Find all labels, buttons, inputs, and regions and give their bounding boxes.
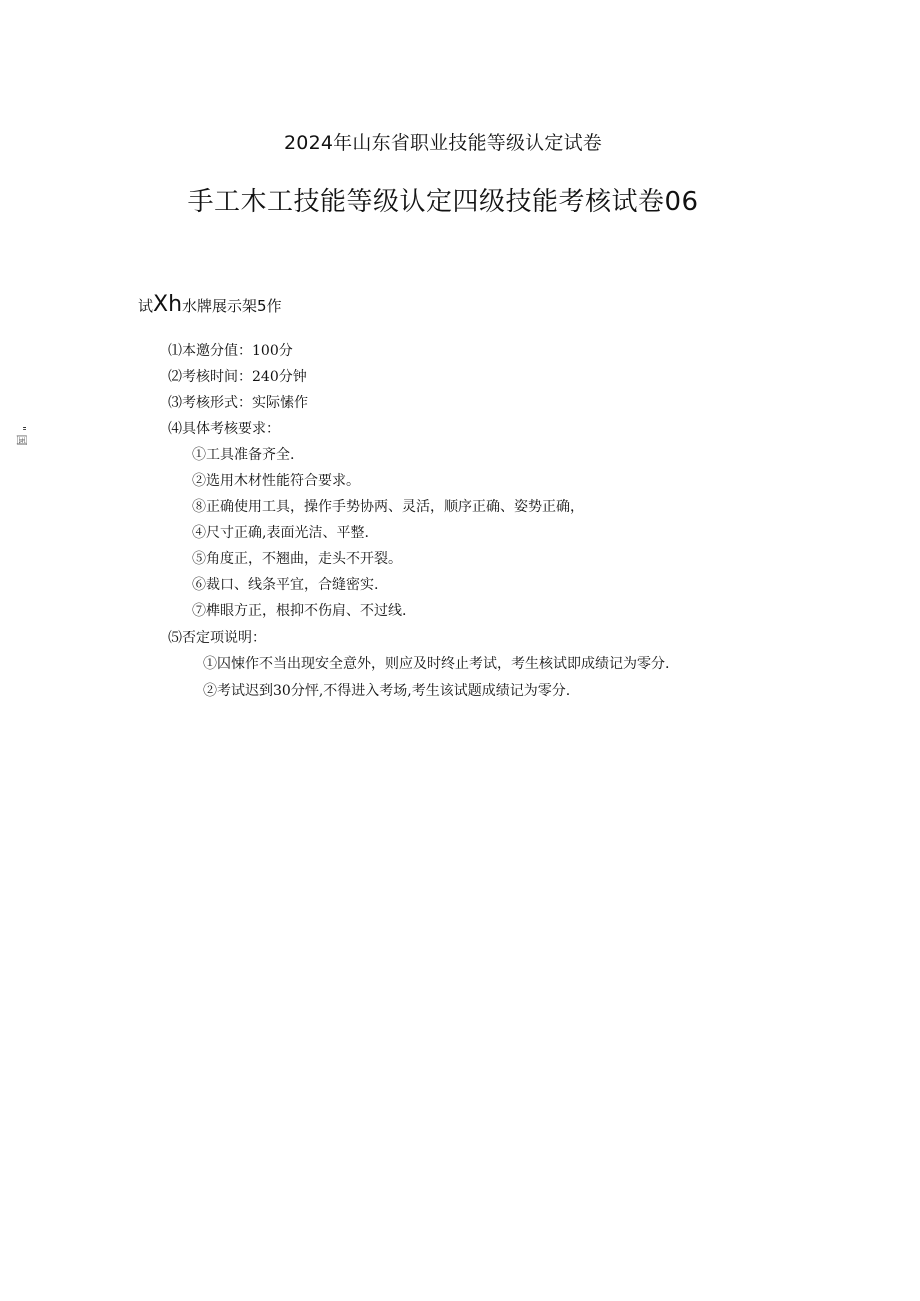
requirement-item: ⑤角度正，不翘曲，走头不开裂。 — [192, 551, 402, 567]
requirement-item: ⑥裁口、线条平宜，合缝密实. — [192, 577, 379, 593]
exam-header: 2024年山东省职业技能等级认定试卷 — [284, 132, 602, 154]
veto-item: ①囚悚作不当出现安全意外，则应及时终止考试，考生核试即成绩记为零分. — [203, 656, 670, 672]
requirement-item: ④尺寸正确,表面光洁、平整. — [192, 525, 369, 541]
section-heading-mid: Xh — [153, 292, 183, 317]
requirements-label: ⑷具体考核要求： — [168, 421, 280, 437]
veto-label: ⑸否定项说明： — [168, 630, 266, 646]
margin-mark: " 国 — [15, 426, 28, 446]
section-heading-suffix: 水牌展示架5作 — [182, 297, 282, 315]
score-line: ⑴本邀分值：100分 — [168, 343, 293, 359]
veto-item: ②考试迟到30分怦,不得进入考场,考生该试题成绩记为零分. — [203, 683, 571, 699]
time-line: ⑵考核时间：240分钟 — [168, 369, 307, 385]
section-heading — [138, 292, 282, 317]
requirement-item: ②选用木材性能符合要求。 — [192, 473, 360, 489]
requirement-item: ⑦榫眼方正，根抑不伤肩、不过线. — [192, 603, 407, 619]
section-heading-prefix: 试 — [138, 297, 154, 315]
requirement-item: ⑧正确使用工具，操作手势协两、灵活，顺序正确、姿势正确， — [192, 499, 584, 515]
requirement-item: ①工具准备齐全. — [192, 447, 295, 463]
exam-title: 手工木工技能等级认定四级技能考核试卷06 — [187, 187, 699, 217]
form-line: ⑶考核形式：实际愫作 — [168, 395, 308, 411]
